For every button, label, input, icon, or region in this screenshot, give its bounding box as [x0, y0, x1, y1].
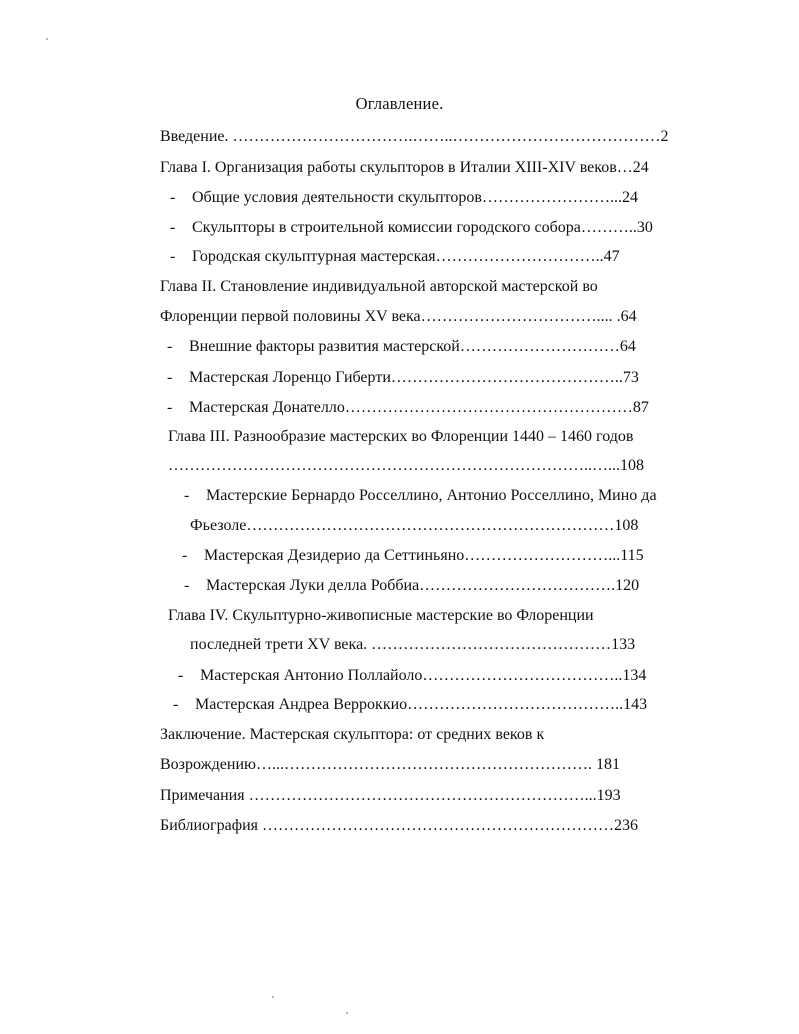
toc-entry-chapter-3-continued: ……………………………………………………………………..…...108: [168, 457, 644, 474]
bullet-dash: -: [170, 189, 176, 206]
toc-subentry: [173, 694, 647, 716]
toc-subentry-text: Мастерская Дезидерио да Сеттиньяно………………………...115: [204, 547, 644, 564]
toc-entry-chapter-4: Глава IV. Скульптурно-живописные мастерские во Флоренции: [168, 607, 594, 624]
toc-entry-conclusion-continued: Возрождению…...…………………………………………………. 181: [160, 756, 620, 773]
toc-entry-notes: Примечания ………………………………………………………...193: [160, 787, 621, 804]
toc-subentry-text: Мастерская Лоренцо Гиберти……………………………………..73: [189, 369, 639, 386]
toc-subentry: [184, 485, 657, 507]
toc-subentry-text: Мастерская Андреа Верроккио…………………………………..143: [195, 696, 648, 713]
toc-heading: Оглавление.: [355, 94, 444, 113]
bullet-dash: -: [173, 696, 179, 713]
toc-entry-chapter-4-continued: последней трети XV века. ………………………………………133: [190, 636, 636, 653]
toc-subentry-text: Мастерская Луки делла Роббиа……………………………….120: [206, 577, 640, 594]
toc-entry-chapter-1: Глава I. Организация работы скульпторов в Италии XIII-XIV веков…24: [160, 159, 649, 176]
toc-subentry: [170, 246, 620, 268]
bullet-dash: -: [167, 369, 173, 386]
bullet-dash: -: [167, 399, 173, 416]
scan-speck: [272, 996, 274, 998]
toc-subentry-text: Мастерские Бернардо Росселлино, Антонио Росселлино, Мино да: [206, 487, 657, 504]
toc-subentry-text: Мастерская Антонио Поллайоло………………………………..134: [200, 667, 647, 684]
bullet-dash: -: [178, 667, 184, 684]
toc-subentry: [170, 217, 653, 239]
bullet-dash: -: [184, 487, 190, 504]
bullet-dash: -: [170, 248, 176, 265]
toc-subentry: [167, 336, 636, 358]
toc-subentry-text: Общие условия деятельности скульпторов……………………...24: [192, 189, 638, 206]
bullet-dash: -: [170, 219, 176, 236]
scan-speck: [346, 1012, 348, 1014]
toc-entry-conclusion: Заключение. Мастерская скульптора: от средних веков к: [160, 726, 545, 743]
toc-subentry-text: Мастерская Донателло………………………………………………87: [189, 399, 649, 416]
toc-subentry: [167, 367, 639, 389]
toc-subentry: [184, 575, 639, 597]
toc-entry-introduction: Введение. …………………………….……..…………………………………2: [160, 128, 669, 145]
scan-speck: [46, 38, 48, 40]
toc-subentry-text: Городская скульптурная мастерская…………………………..47: [192, 248, 620, 265]
bullet-dash: -: [184, 577, 190, 594]
bullet-dash: -: [167, 338, 173, 355]
toc-subentry-text: Внешние факторы развития мастерской…………………………64: [189, 338, 636, 355]
toc-subentry: [167, 397, 649, 419]
toc-subentry-continued: Фьезоле……………………………………………………………108: [190, 517, 639, 534]
bullet-dash: -: [182, 547, 188, 564]
toc-subentry: [182, 545, 644, 567]
toc-subentry: [170, 187, 638, 209]
toc-subentry: [178, 665, 646, 687]
toc-entry-chapter-2-continued: Флоренции первой половины XV века…………………………….... .64: [160, 308, 637, 325]
toc-entry-bibliography: Библиография …………………………………………………………236: [160, 817, 638, 834]
toc-entry-chapter-3: Глава III. Разнообразие мастерских во Флоренции 1440 – 1460 годов: [168, 428, 634, 445]
toc-subentry-text: Скульпторы в строительной комиссии городского собора………..30: [192, 219, 653, 236]
toc-entry-chapter-2: Глава II. Становление индивидуальной авторской мастерской во: [160, 278, 598, 295]
